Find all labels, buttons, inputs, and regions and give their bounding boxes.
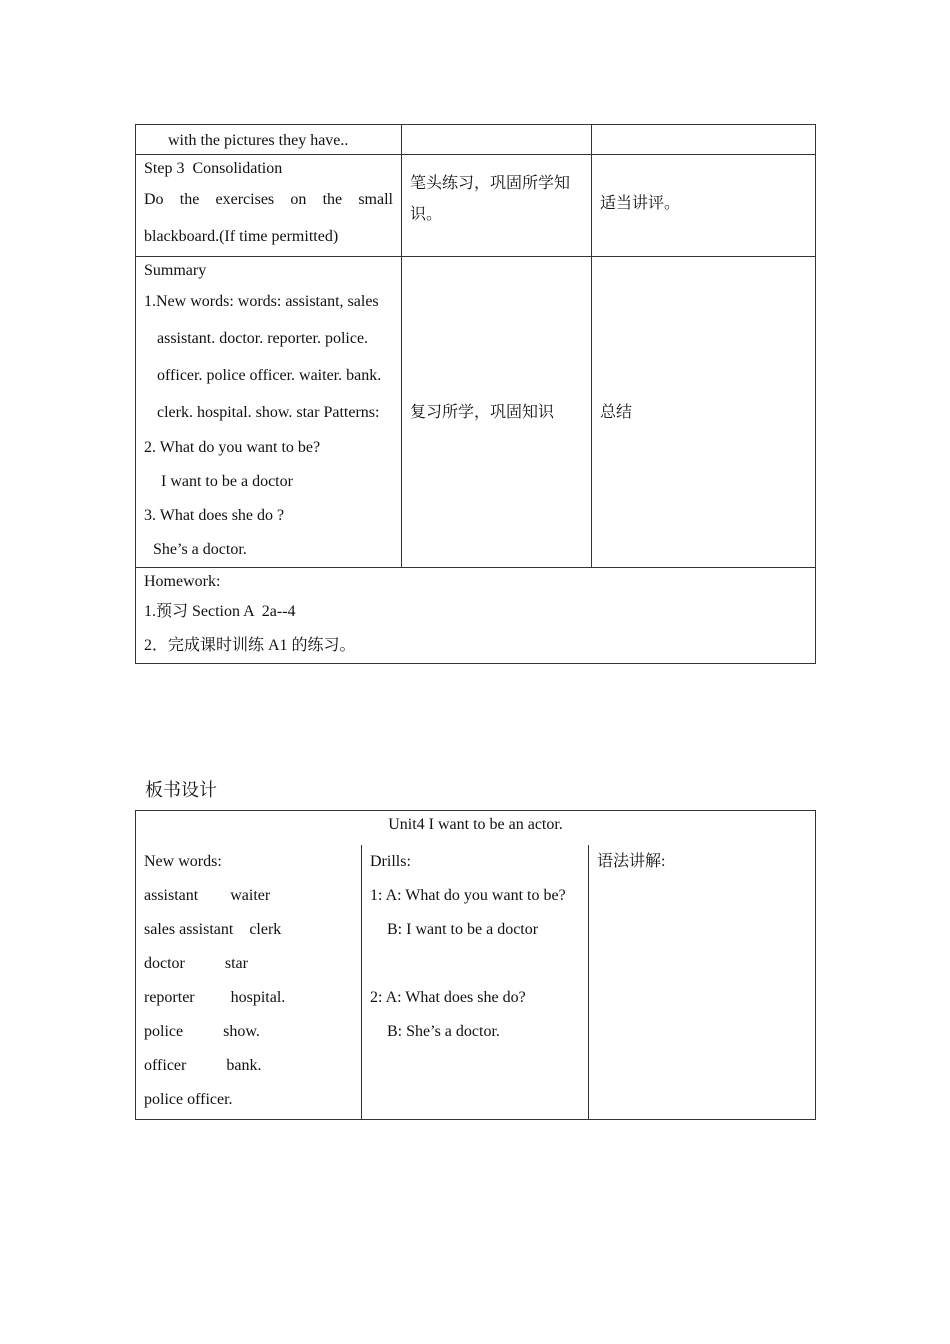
text-line: I want to be a doctor <box>161 473 293 490</box>
text-line: 总结 <box>600 404 633 421</box>
text-line: Do the exercises on the small <box>144 191 393 208</box>
board-title: Unit4 I want to be an actor. <box>136 811 816 846</box>
text-line: 适当讲评。 <box>600 195 681 212</box>
text-line: 笔头练习，巩固所学知 <box>410 175 571 192</box>
text-line <box>370 947 580 981</box>
activity-cell <box>136 257 402 568</box>
text-line: blackboard.(If time permitted) <box>144 228 339 245</box>
text-line: 识。 <box>410 206 443 223</box>
drills-cell <box>362 845 589 1120</box>
summary-title: Summary <box>144 262 207 279</box>
homework-title: Homework: <box>144 573 221 590</box>
board-design-table <box>135 810 816 1120</box>
text-line: New words: <box>144 853 222 870</box>
step-title: Step 3 Consolidation <box>144 160 283 177</box>
text-line: 3. What does she do ? <box>144 507 285 524</box>
note-cell <box>592 257 816 568</box>
text-line: reporter hospital. <box>144 989 286 1006</box>
purpose-cell <box>402 125 592 155</box>
text-line: 语法讲解: <box>597 853 666 870</box>
text-line: sales assistant clerk <box>144 921 282 938</box>
text-line: She’s a doctor. <box>153 541 247 558</box>
text-line: assistant waiter <box>144 887 271 904</box>
lesson-plan-table <box>135 124 816 664</box>
new-words-cell <box>136 845 362 1120</box>
homework-item: 2．完成课时训练 A1 的练习。 <box>144 637 356 654</box>
text-line: 2: A: What does she do? <box>370 989 526 1006</box>
text-line: 1: A: What do you want to be? <box>370 887 566 904</box>
homework-cell <box>136 568 816 664</box>
text-line: officer. police officer. waiter. bank. <box>157 367 382 384</box>
text-line: doctor star <box>144 955 248 972</box>
purpose-cell <box>402 257 592 568</box>
text-line: 2. What do you want to be? <box>144 439 321 456</box>
text-line: police officer. <box>144 1091 233 1108</box>
note-cell <box>592 155 816 257</box>
activity-cell <box>136 125 402 155</box>
table-row <box>136 811 816 846</box>
homework-item: 1.预习 Section A 2a--4 <box>144 603 296 620</box>
text-line: B: I want to be a doctor <box>387 921 539 938</box>
text-line: B: She’s a doctor. <box>387 1023 500 1040</box>
board-design-heading: 板书设计 <box>145 780 217 800</box>
text-line: clerk. hospital. show. star Patterns: <box>157 404 380 421</box>
table-row <box>136 845 816 1120</box>
text-line: officer bank. <box>144 1057 262 1074</box>
activity-cell <box>136 155 402 257</box>
text-line: with the pictures they have.. <box>168 132 349 149</box>
table-row <box>136 257 816 568</box>
text-line: 1.New words: words: assistant, sales <box>144 293 379 310</box>
purpose-cell <box>402 155 592 257</box>
text-line: Drills: <box>370 853 411 870</box>
text-line: assistant. doctor. reporter. police. <box>157 330 369 347</box>
grammar-cell <box>589 845 816 1120</box>
table-row <box>136 125 816 155</box>
text-line: 复习所学，巩固知识 <box>410 404 555 421</box>
table-row <box>136 568 816 664</box>
note-cell <box>592 125 816 155</box>
text-line: police show. <box>144 1023 260 1040</box>
table-row <box>136 155 816 257</box>
